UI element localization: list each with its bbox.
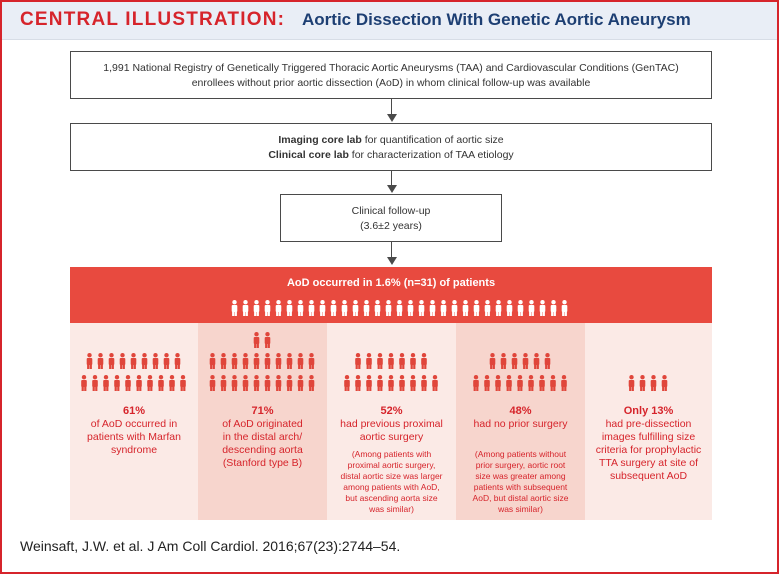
marfan-description: of AoD occurred in patients with Marfan syndrome: [87, 418, 181, 456]
type-b-description: of AoD originated in the distal arch/ descending aorta (Stanford type B): [222, 418, 303, 469]
person-icon: [651, 375, 657, 391]
registry-line-2: enrollees without prior aortic dissection (AoD) in whom clinical follow-up was available: [191, 77, 591, 89]
person-icon: [496, 300, 502, 316]
arrow-down-icon: [387, 257, 397, 265]
person-icon: [432, 375, 438, 391]
connector-line: [391, 242, 392, 258]
person-icon: [441, 300, 447, 316]
person-icon: [473, 375, 479, 391]
person-icon: [87, 353, 93, 369]
person-icon: [640, 375, 646, 391]
person-icon: [331, 300, 337, 316]
person-icon: [287, 300, 293, 316]
person-icon: [276, 375, 282, 391]
person-icon: [103, 375, 109, 391]
followup-line-2: (3.6±2 years): [360, 220, 422, 232]
size-criteria-percent: Only 13%: [623, 405, 674, 417]
person-icon: [399, 375, 405, 391]
person-icon: [180, 375, 186, 391]
person-icon: [366, 375, 372, 391]
person-icon: [490, 353, 496, 369]
person-icon: [523, 353, 529, 369]
person-icon: [153, 353, 159, 369]
patients-icons: [150, 297, 650, 319]
person-icon: [545, 353, 551, 369]
person-icon: [408, 300, 414, 316]
person-icon: [81, 375, 87, 391]
person-icon: [210, 353, 216, 369]
citation: Weinsaft, J.W. et al. J Am Coll Cardiol. 2016;67(23):2744–54.: [20, 538, 401, 554]
person-icon: [120, 353, 126, 369]
person-icon: [529, 300, 535, 316]
type-b-column: [198, 323, 327, 520]
person-icon: [342, 300, 348, 316]
person-icon: [243, 375, 249, 391]
patients-icons: [70, 323, 198, 395]
person-icon: [254, 375, 260, 391]
person-icon: [534, 353, 540, 369]
person-icon: [232, 300, 238, 316]
person-icon: [125, 375, 131, 391]
person-icon: [221, 353, 227, 369]
patients-icons: [585, 323, 712, 395]
person-icon: [169, 375, 175, 391]
person-icon: [662, 375, 668, 391]
person-icon: [175, 353, 181, 369]
person-icon: [377, 353, 383, 369]
aod-occurrence-banner: [70, 267, 712, 323]
person-icon: [463, 300, 469, 316]
person-icon: [388, 353, 394, 369]
person-icon: [232, 375, 238, 391]
person-icon: [254, 353, 260, 369]
registry-line-1: 1,991 National Registry of Genetically Triggered Thoracic Aortic Aneurysms (TAA) and Cardiovascular Conditions (GenTAC): [103, 62, 679, 74]
person-icon: [386, 300, 392, 316]
person-icon: [147, 375, 153, 391]
person-icon: [109, 353, 115, 369]
person-icon: [353, 300, 359, 316]
patient-icon-row: [150, 297, 650, 319]
person-icon: [419, 300, 425, 316]
person-icon: [254, 332, 260, 348]
person-icon: [131, 353, 137, 369]
title-bar: [2, 2, 777, 40]
imaging-core-lab-line: Imaging core lab for quantification of aortic size: [278, 134, 504, 146]
size-criteria-description: had pre-dissection images fulfilling size criteria for prophylactic TTA surgery at site of subsequent AoD: [595, 418, 702, 482]
person-icon: [210, 375, 216, 391]
person-icon: [243, 353, 249, 369]
person-icon: [561, 375, 567, 391]
person-icon: [410, 353, 416, 369]
person-icon: [551, 300, 557, 316]
person-icon: [495, 375, 501, 391]
patients-icons: [327, 323, 456, 395]
person-icon: [397, 300, 403, 316]
person-icon: [320, 300, 326, 316]
person-icon: [474, 300, 480, 316]
person-icon: [528, 375, 534, 391]
no-prior-surgery-description: had no prior surgery: [473, 418, 568, 430]
person-icon: [540, 300, 546, 316]
person-icon: [518, 300, 524, 316]
person-icon: [485, 300, 491, 316]
person-icon: [629, 375, 635, 391]
title-label: CENTRAL ILLUSTRATION:: [20, 9, 286, 30]
person-icon: [92, 375, 98, 391]
person-icon: [309, 300, 315, 316]
person-icon: [430, 300, 436, 316]
person-icon: [243, 300, 249, 316]
marfan-percent: 61%: [122, 405, 146, 417]
person-icon: [287, 375, 293, 391]
person-icon: [298, 353, 304, 369]
type-b-percent: 71%: [251, 405, 274, 417]
person-icon: [388, 375, 394, 391]
person-icon: [452, 300, 458, 316]
person-icon: [355, 375, 361, 391]
prior-surgery-percent: 52%: [380, 405, 403, 417]
person-icon: [550, 375, 556, 391]
clinical-followup-box: [280, 194, 502, 242]
person-icon: [421, 353, 427, 369]
page-title: Aortic Dissection With Genetic Aortic Aneurysm: [302, 10, 691, 29]
size-criteria-column: [585, 323, 712, 520]
clinical-core-lab-line: Clinical core lab for characterization of TAA etiology: [268, 149, 514, 161]
prior-surgery-column: [327, 323, 456, 520]
no-prior-surgery-percent: 48%: [509, 405, 532, 417]
person-icon: [375, 300, 381, 316]
person-icon: [366, 353, 372, 369]
person-icon: [287, 353, 293, 369]
connector-line: [391, 171, 392, 186]
patients-icons: [198, 323, 327, 395]
aod-occurrence-text: AoD occurred in 1.6% (n=31) of patients: [286, 277, 496, 289]
person-icon: [517, 375, 523, 391]
person-icon: [377, 375, 383, 391]
person-icon: [399, 353, 405, 369]
person-icon: [410, 375, 416, 391]
person-icon: [364, 300, 370, 316]
core-labs-box: [70, 123, 712, 171]
person-icon: [512, 353, 518, 369]
person-icon: [355, 353, 361, 369]
patients-icons: [456, 323, 585, 395]
prior-surgery-description: had previous proximal aortic surgery: [340, 418, 443, 443]
person-icon: [298, 300, 304, 316]
no-prior-surgery-note: (Among patients without prior surgery, aortic root size was greater among patients with subsequent AoD, but distal aortic size was similar): [472, 449, 569, 514]
person-icon: [265, 332, 271, 348]
person-icon: [265, 353, 271, 369]
no-prior-surgery-column: [456, 323, 585, 520]
person-icon: [136, 375, 142, 391]
person-icon: [484, 375, 490, 391]
person-icon: [276, 300, 282, 316]
person-icon: [506, 375, 512, 391]
person-icon: [265, 300, 271, 316]
person-icon: [539, 375, 545, 391]
person-icon: [309, 375, 315, 391]
person-icon: [421, 375, 427, 391]
person-icon: [501, 353, 507, 369]
person-icon: [562, 300, 568, 316]
person-icon: [142, 353, 148, 369]
person-icon: [265, 375, 271, 391]
registry-enrollees-box: [70, 51, 712, 99]
connector-line: [391, 99, 392, 115]
person-icon: [276, 353, 282, 369]
person-icon: [232, 353, 238, 369]
followup-line-1: Clinical follow-up: [351, 205, 431, 217]
person-icon: [507, 300, 513, 316]
person-icon: [298, 375, 304, 391]
arrow-down-icon: [387, 114, 397, 122]
arrow-down-icon: [387, 185, 397, 193]
person-icon: [158, 375, 164, 391]
person-icon: [114, 375, 120, 391]
person-icon: [221, 375, 227, 391]
person-icon: [164, 353, 170, 369]
person-icon: [98, 353, 104, 369]
person-icon: [309, 353, 315, 369]
person-icon: [254, 300, 260, 316]
marfan-column: [70, 323, 198, 520]
person-icon: [344, 375, 350, 391]
prior-surgery-note: (Among patients with proximal aortic surgery, distal aortic size was larger among patients with AoD, but ascending aorta size was similar): [340, 449, 443, 514]
